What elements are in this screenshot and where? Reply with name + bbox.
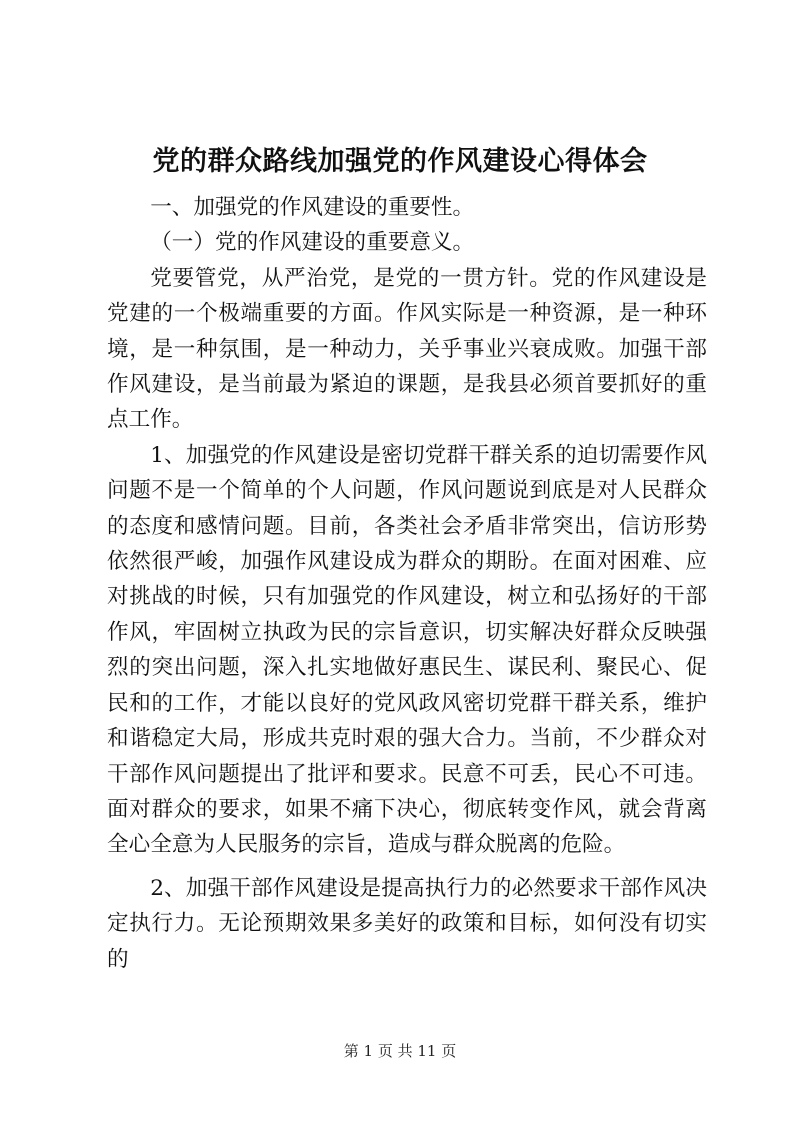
document-title: 党的群众路线加强党的作风建设心得体会 (152, 146, 648, 177)
subsection-heading: （一）党的作风建设的重要意义。 (150, 230, 475, 256)
page-footer: 第 1 页 共 11 页 (343, 1042, 457, 1060)
section-heading: 一、加强党的作风建设的重要性。 (150, 195, 475, 220)
body-paragraph: 党要管党，从严治党，是党的一贯方针。党的作风建设是党建的一个极端重要的方面。作风实际是一种资源，是一种环境，是一种氛围，是一种动力，关乎事业兴衰成败。加强干部作风建设，是当前最为紧迫的课题，是我县必须首要抓好的重点工作。 (107, 265, 707, 433)
document-body (107, 190, 707, 977)
body-paragraph: 2、加强干部作风建设是提高执行力的必然要求干部作风决定执行力。无论预期效果多美好的政策和目标，如何没有切实的 (107, 875, 707, 972)
body-paragraph: 1、加强党的作风建设是密切党群干群关系的迫切需要作风问题不是一个简单的个人问题，作风问题说到底是对人民群众的态度和感情问题。目前，各类社会矛盾非常突出，信访形势依然很严峻，加强作风建设成为群众的期盼。在面对困难、应对挑战的时候，只有加强党的作风建设，树立和弘扬好的干部作风，牢固树立执政为民的宗旨意识，切实解决好群众反映强烈的突出问题，深入扎实地做好惠民生、谋民利、聚民心、促民和的工作，才能以良好的党风政风密切党群干群关系，维护和谐稳定大局，形成共克时艰的强大合力。当前，不少群众对干部作风问题提出了批评和要求。民意不可丢，民心不可违。面对群众的要求，如果不痛下决心，彻底转变作风，就会背离全心全意为人民服务的宗旨，造成与群众脱离的危险。 (107, 442, 707, 858)
